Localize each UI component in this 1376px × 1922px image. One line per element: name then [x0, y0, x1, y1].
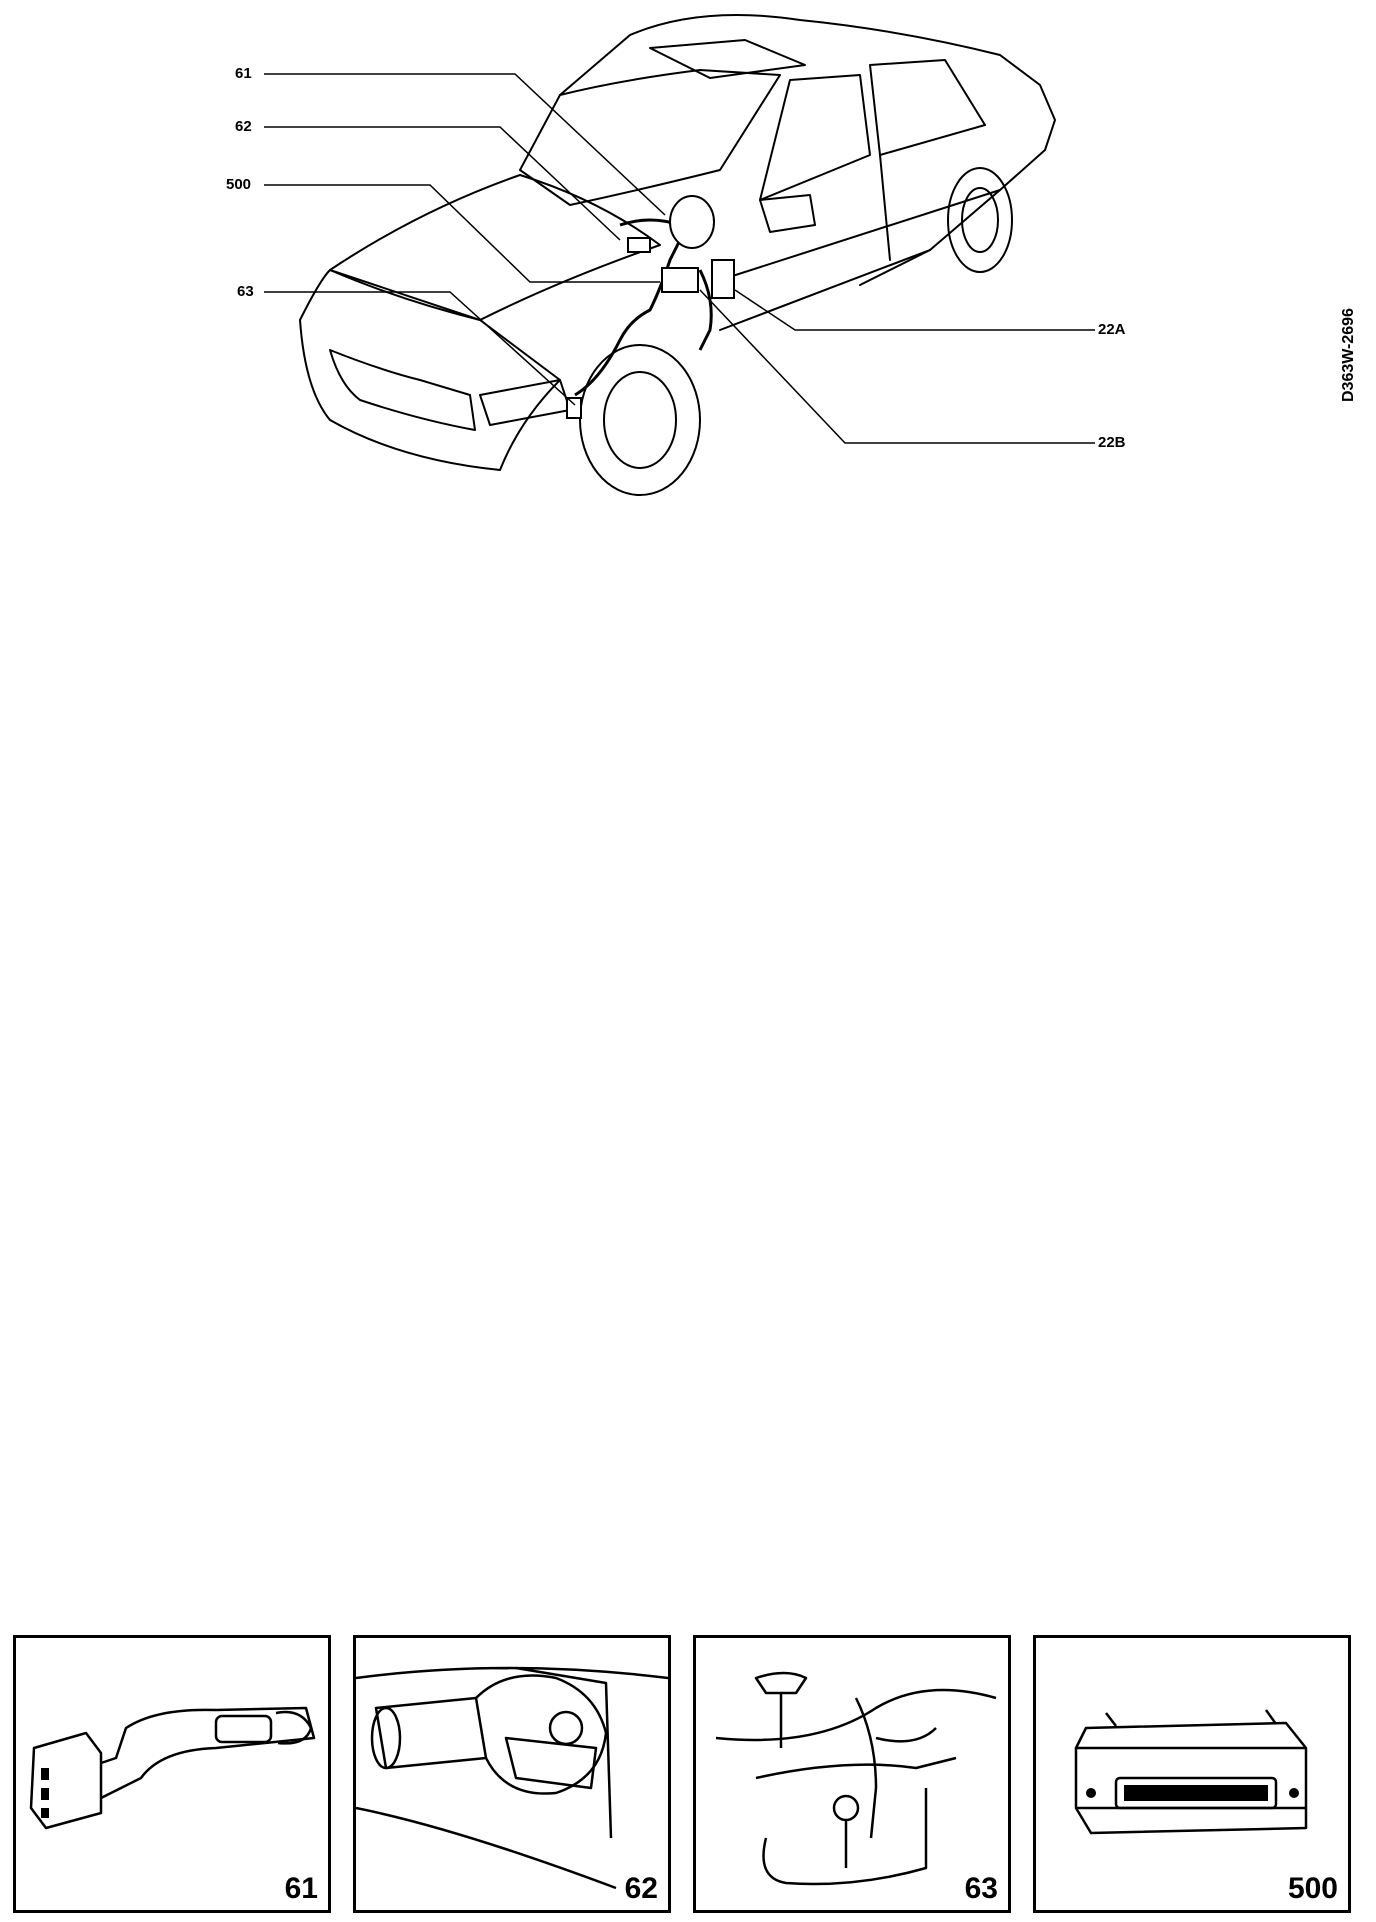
turn-signal-stalk-icon — [16, 1638, 328, 1910]
component-61-steering-stalk — [670, 196, 714, 248]
car-mirror — [760, 195, 815, 232]
car-rear-door-window — [870, 60, 985, 155]
panel-number-63: 63 — [964, 1872, 998, 1905]
detail-panel-63 — [693, 1635, 1011, 1913]
car-windshield — [520, 70, 780, 205]
leader-22b — [700, 290, 1095, 443]
detail-panel-61 — [13, 1635, 331, 1913]
rear-wheel — [948, 168, 1012, 272]
component-22-connector — [712, 260, 734, 298]
callout-62: 62 — [235, 118, 252, 135]
panel-number-500: 500 — [1287, 1872, 1338, 1905]
callout-22a: 22A — [1098, 321, 1126, 338]
component-63-washer-pump — [567, 398, 581, 418]
leader-22a — [735, 290, 1095, 330]
front-wheel — [580, 345, 700, 495]
panel-number-61: 61 — [284, 1872, 318, 1905]
wiper-motor-icon — [356, 1638, 668, 1910]
leader-61 — [264, 74, 665, 215]
callout-63: 63 — [237, 283, 254, 300]
callout-61: 61 — [235, 65, 252, 82]
document-code: D363W-2696 — [1340, 308, 1357, 402]
car-grille — [330, 350, 475, 430]
wiring-harness-2 — [700, 270, 711, 350]
component-62-wiper-motor — [628, 238, 650, 252]
leader-62 — [264, 127, 620, 240]
car-sill — [720, 250, 930, 330]
panel-number-62: 62 — [624, 1872, 658, 1905]
car-overview-drawing — [0, 0, 1376, 520]
control-unit-icon — [1036, 1638, 1348, 1910]
detail-panel-500 — [1033, 1635, 1351, 1913]
front-wheel-rim — [604, 372, 676, 468]
rear-wheel-rim — [962, 188, 998, 252]
callout-22b: 22B — [1098, 434, 1126, 451]
car-door-split — [880, 155, 890, 260]
car-headlight — [480, 380, 570, 425]
detail-panel-62 — [353, 1635, 671, 1913]
callout-500: 500 — [226, 176, 252, 193]
leader-63 — [264, 292, 575, 405]
car-front-door-window — [760, 75, 870, 200]
component-500-control-unit — [662, 268, 698, 292]
washer-pump-icon — [696, 1638, 1008, 1910]
